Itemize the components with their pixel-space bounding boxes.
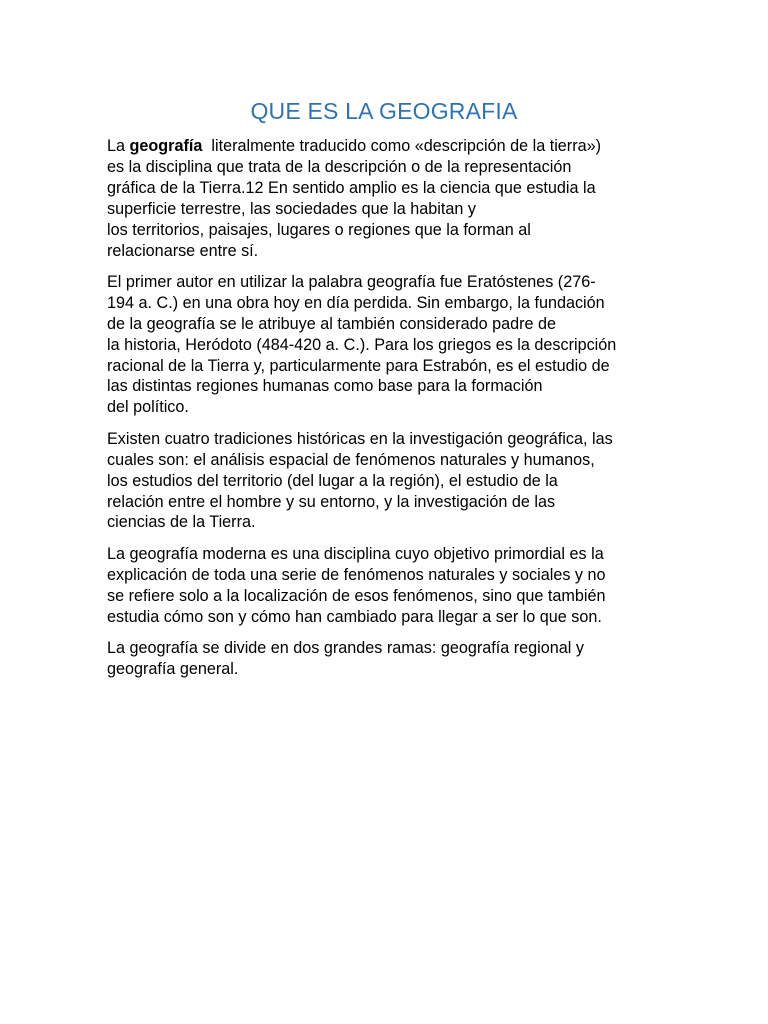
paragraph-line: relación entre el hombre y su entorno, y la investigación de las: [107, 492, 556, 511]
paragraph-1: [107, 136, 667, 261]
paragraph-line: racional de la Tierra y, particularmente para Estrabón, es el estudio de: [107, 356, 610, 375]
paragraph-4: [107, 544, 667, 628]
paragraph-line: cuales son: el análisis espacial de fenómenos naturales y humanos,: [107, 450, 595, 469]
paragraph-line: superficie terrestre, las sociedades que la habitan y: [107, 199, 476, 218]
paragraph-line: se refiere solo a la localización de esos fenómenos, sino que también: [107, 586, 606, 605]
paragraph-line: geografía general.: [107, 659, 239, 678]
paragraph-line: estudia cómo son y cómo han cambiado para llegar a ser lo que son.: [107, 607, 602, 626]
paragraph-line: los estudios del territorio (del lugar a la región), el estudio de la: [107, 471, 558, 490]
paragraph-line: relacionarse entre sí.: [107, 241, 259, 260]
paragraph-line: es la disciplina que trata de la descripción o de la representación: [107, 157, 572, 176]
paragraph-5: [107, 638, 667, 680]
paragraph-line: explicación de toda una serie de fenómenos naturales y sociales y no: [107, 565, 606, 584]
document-body: [107, 136, 667, 690]
paragraph-line: ciencias de la Tierra.: [107, 513, 256, 532]
paragraph-line: El primer autor en utilizar la palabra geografía fue Eratóstenes (276-: [107, 272, 596, 291]
paragraph-line: la historia, Heródoto (484-420 a. C.). Para los griegos es la descripción: [107, 335, 617, 354]
line-pre: La: [107, 137, 130, 155]
paragraph-line: Existen cuatro tradiciones históricas en la investigación geográfica, las: [107, 429, 613, 448]
paragraph-line: del político.: [107, 398, 189, 417]
document-title: QUE ES LA GEOGRAFIA: [250, 98, 518, 124]
paragraph-line: La geografía moderna es una disciplina cuyo objetivo primordial es la: [107, 544, 604, 563]
paragraph-2: [107, 272, 667, 418]
paragraph-line: los territorios, paisajes, lugares o regiones que la forman al: [107, 220, 531, 239]
paragraph-line: de la geografía se le atribuye al también considerado padre de: [107, 314, 557, 333]
paragraph-line: 194 a. C.) en una obra hoy en día perdida. Sin embargo, la fundación: [107, 293, 605, 312]
paragraph-line: La geografía se divide en dos grandes ramas: geografía regional y: [107, 638, 584, 657]
paragraph-line: [107, 136, 667, 157]
paragraph-3: [107, 429, 667, 534]
paragraph-line: gráfica de la Tierra.12 En sentido amplio es la ciencia que estudia la: [107, 178, 596, 197]
bold-term: geografía: [129, 137, 203, 155]
paragraph-line: las distintas regiones humanas como base para la formación: [107, 377, 543, 396]
line-post: literalmente traducido como «descripción de la tierra»): [202, 137, 601, 155]
